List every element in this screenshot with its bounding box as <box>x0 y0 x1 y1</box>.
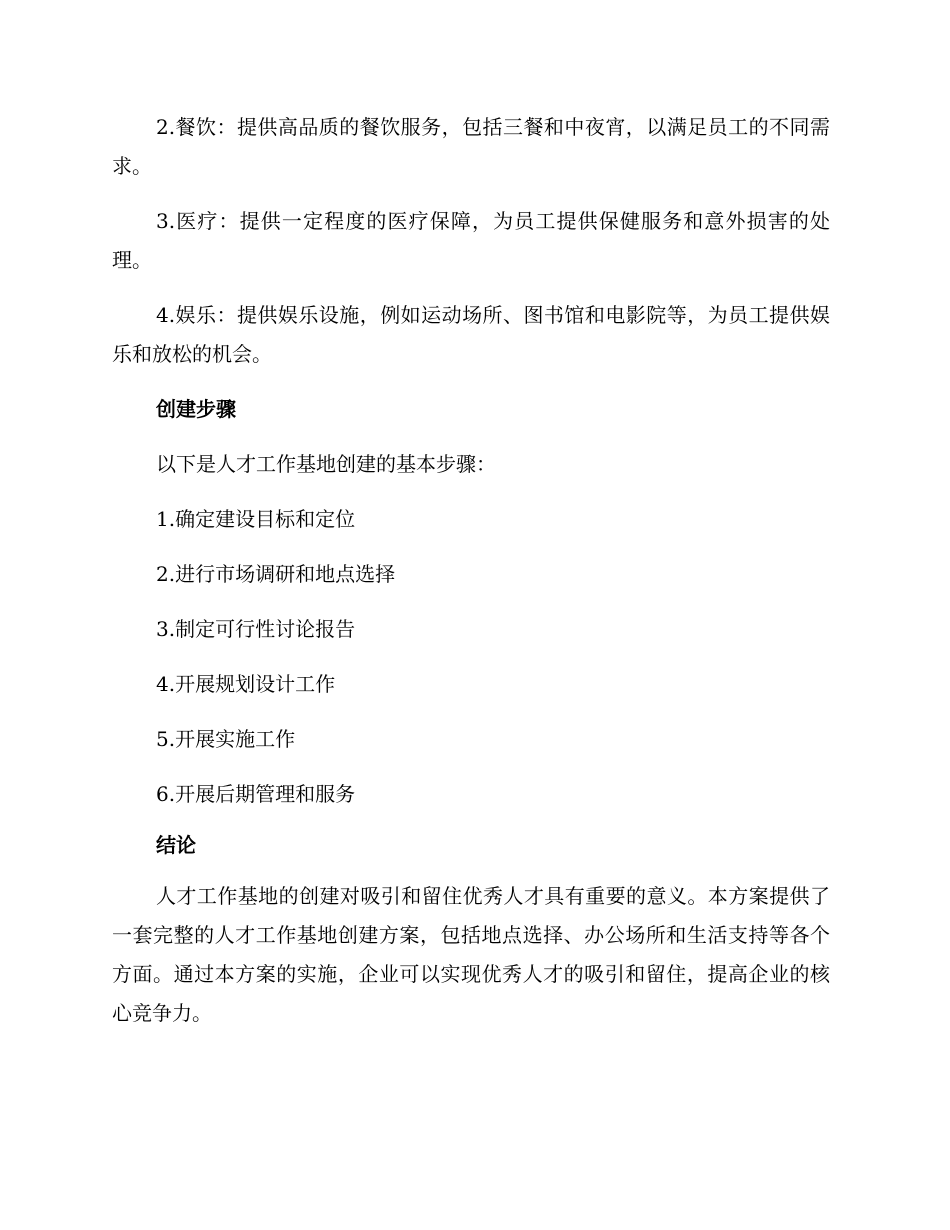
steps-intro: 以下是人才工作基地创建的基本步骤： <box>156 452 496 476</box>
step-item: 4.开展规划设计工作 <box>156 672 336 696</box>
step-item: 5.开展实施工作 <box>156 727 296 751</box>
conclusion-paragraph: 人才工作基地的创建对吸引和留住优秀人才具有重要的意义。本方案提供了一套完整的人才工作基地创建方案，包括地点选择、办公场所和生活支持等各个方面。通过本方案的实施，企业可以实现优秀人才的吸引和留住，提高企业的核心竞争力。 <box>112 884 830 1025</box>
benefit-dining-paragraph: 2.餐饮：提供高品质的餐饮服务，包括三餐和中夜宵，以满足员工的不同需求。 <box>112 115 830 178</box>
step-item: 1.确定建设目标和定位 <box>156 507 356 531</box>
step-item: 6.开展后期管理和服务 <box>156 782 356 806</box>
step-item: 2.进行市场调研和地点选择 <box>156 562 396 586</box>
conclusion-heading: 结论 <box>156 833 196 857</box>
step-item: 3.制定可行性讨论报告 <box>156 617 356 641</box>
steps-heading: 创建步骤 <box>156 397 236 421</box>
document-body <box>112 108 830 1049</box>
benefit-medical-paragraph: 3.医疗：提供一定程度的医疗保障，为员工提供保健服务和意外损害的处理。 <box>112 209 830 272</box>
benefit-entertainment-paragraph: 4.娱乐：提供娱乐设施，例如运动场所、图书馆和电影院等，为员工提供娱乐和放松的机会。 <box>112 303 830 366</box>
